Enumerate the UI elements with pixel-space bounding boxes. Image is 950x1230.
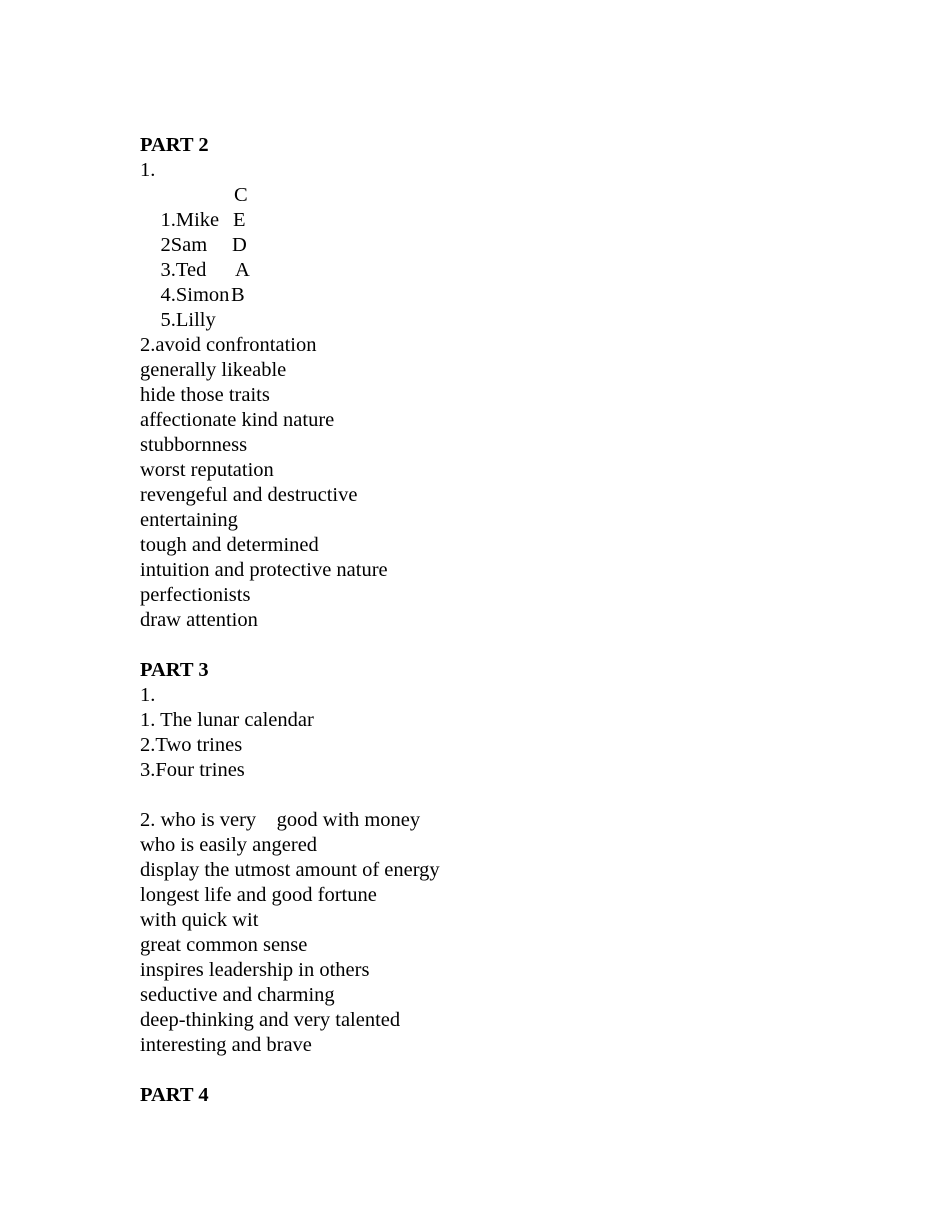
part3-q2-line: 2. who is very good with money: [140, 809, 421, 831]
part3-q2-line: inspires leadership in others: [140, 959, 370, 981]
match-row: [140, 233, 900, 281]
match-letter: C: [234, 184, 248, 206]
match-letter: D: [232, 234, 247, 256]
answer-document: [140, 133, 900, 1108]
blank-line: [140, 1058, 900, 1083]
part2-q2-line: entertaining: [140, 509, 238, 531]
match-name: 4.Simon: [160, 284, 230, 306]
match-name: 3.Ted: [160, 259, 207, 281]
part2-q2-line: affectionate kind nature: [140, 409, 335, 431]
match-row: [140, 258, 900, 306]
part2-q2-line: perfectionists: [140, 584, 251, 606]
part3-q2-line: interesting and brave: [140, 1034, 312, 1056]
part3-q2-line: with quick wit: [140, 909, 259, 931]
blank-line: [140, 633, 900, 658]
part2-q2-line: generally likeable: [140, 359, 287, 381]
part3-heading: PART 3: [140, 659, 209, 681]
part3-q2-line: longest life and good fortune: [140, 884, 377, 906]
part2-q2-line: draw attention: [140, 609, 258, 631]
part3-q2-line: seductive and charming: [140, 984, 335, 1006]
match-name: 1.Mike: [160, 209, 220, 231]
part4-heading: PART 4: [140, 1084, 209, 1106]
part2-q2-line: 2.avoid confrontation: [140, 334, 317, 356]
part2-q2-line: worst reputation: [140, 459, 274, 481]
part2-q2-line: tough and determined: [140, 534, 319, 556]
part3-q1-label: 1.: [140, 684, 156, 706]
match-letter: B: [231, 284, 245, 306]
part2-q1-label: 1.: [140, 159, 156, 181]
match-name: 5.Lilly: [160, 309, 216, 331]
part3-q1-line: 1. The lunar calendar: [140, 709, 314, 731]
part3-q2-line: who is easily angered: [140, 834, 318, 856]
part2-q2-line: stubbornness: [140, 434, 248, 456]
part3-q1-line: 2.Two trines: [140, 734, 243, 756]
part3-q2-line: display the utmost amount of energy: [140, 859, 440, 881]
blank-line: [140, 783, 900, 808]
part2-heading: PART 2: [140, 134, 209, 156]
blank-line: [140, 308, 900, 333]
match-row: [140, 283, 900, 331]
part3-q2-line: deep-thinking and very talented: [140, 1009, 401, 1031]
part2-q2-line: intuition and protective nature: [140, 559, 388, 581]
match-name: 2Sam: [160, 234, 208, 256]
match-letter: E: [233, 209, 246, 231]
part2-q2-line: revengeful and destructive: [140, 484, 358, 506]
part3-q2-line: great common sense: [140, 934, 308, 956]
match-row: [140, 183, 900, 231]
part3-q1-line: 3.Four trines: [140, 759, 245, 781]
match-row: [140, 208, 900, 256]
match-letter: A: [235, 259, 250, 281]
part2-q2-line: hide those traits: [140, 384, 270, 406]
